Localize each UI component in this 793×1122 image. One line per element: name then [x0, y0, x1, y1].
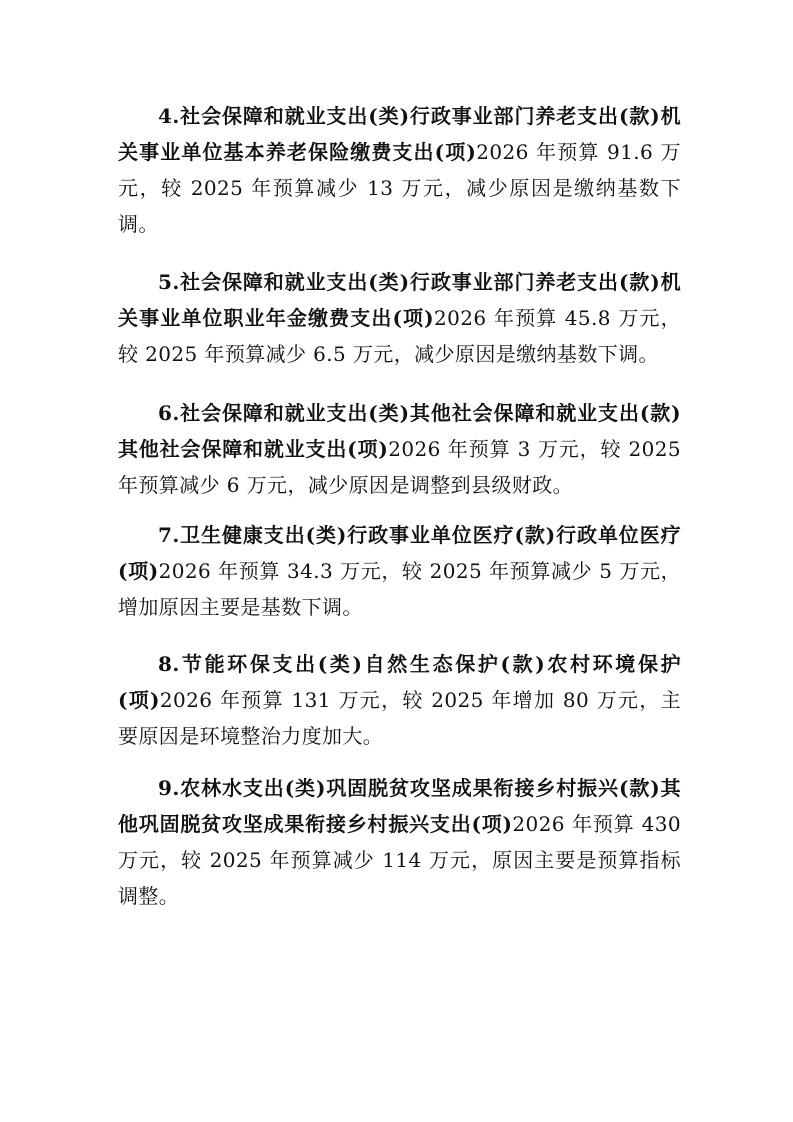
paragraph-text: 2026 年预算 34.3 万元，较 2025 年预算减少 5 万元，增加原因主要是基数下调。 — [118, 559, 681, 619]
paragraph-heading: 6.社会保障和就业支出(类)其他社会保障和就业支出(款)其他社会保障和就业支出(项) — [118, 401, 681, 461]
paragraph-heading: 7.卫生健康支出(类)行政事业单位医疗(款)行政单位医疗(项) — [118, 523, 681, 583]
paragraph-text: 2026 年预算 3 万元，较 2025 年预算减少 6 万元，减少原因是调整到县级财政。 — [118, 437, 682, 497]
paragraph-heading: 9.农林水支出(类)巩固脱贫攻坚成果衔接乡村振兴(款)其他巩固脱贫攻坚成果衔接乡村振兴支出(项) — [118, 776, 681, 836]
paragraph-text: 2026 年预算 45.8 万元，较 2025 年预算减少 6.5 万元，减少原因是缴纳基数下调。 — [118, 306, 681, 366]
paragraph-item-8 — [118, 646, 681, 754]
paragraph-text: 2026 年预算 430 万元，较 2025 年预算减少 114 万元，原因主要是预算指标调整。 — [118, 812, 681, 908]
paragraph-item-6 — [118, 395, 681, 503]
paragraph-item-7 — [118, 517, 681, 625]
paragraph-heading: 8.节能环保支出(类)自然生态保护(款)农村环境保护(项) — [118, 652, 681, 712]
paragraph-item-5 — [118, 264, 681, 372]
paragraph-item-4 — [118, 98, 681, 242]
paragraph-item-9 — [118, 770, 681, 914]
paragraph-text: 2026 年预算 131 万元，较 2025 年增加 80 万元，主要原因是环境整治力度加大。 — [118, 688, 681, 748]
paragraph-heading: 4.社会保障和就业支出(类)行政事业部门养老支出(款)机关事业单位基本养老保险缴费支出(项) — [118, 104, 681, 164]
paragraph-heading: 5.社会保障和就业支出(类)行政事业部门养老支出(款)机关事业单位职业年金缴费支出(项) — [118, 270, 681, 330]
paragraph-text: 2026 年预算 91.6 万元，较 2025 年预算减少 13 万元，减少原因是缴纳基数下调。 — [118, 140, 681, 236]
